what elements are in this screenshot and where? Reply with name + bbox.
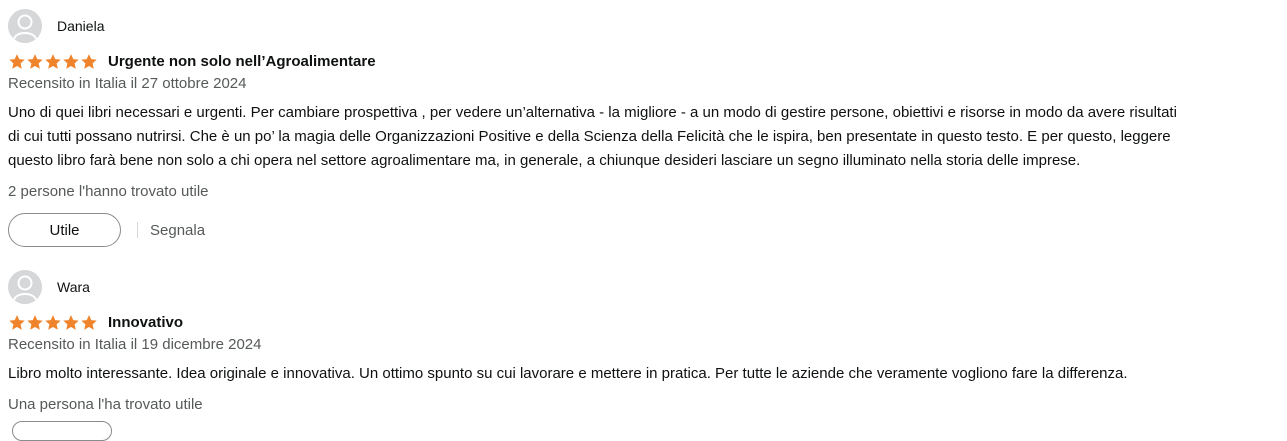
review-title[interactable]: Urgente non solo nell’Agroalimentare (108, 52, 376, 70)
report-link[interactable]: Segnala (150, 221, 206, 239)
review-body-line: Uno di quei libri necessari e urgenti. Per cambiare prospettiva , per vedere un’alternativa - la migliore - a un modo di gestire persone, obiettivi e risorse in modo da avere risultati (8, 104, 1177, 121)
reviewer-profile[interactable] (8, 9, 1283, 43)
avatar (8, 9, 42, 43)
star-icon (26, 53, 44, 70)
user-icon (8, 9, 42, 43)
review-body-line: Libro molto interessante. Idea originale e innovativa. Un ottimo spunto su cui lavorare e mettere in pratica. Per tutte le aziende che veramente vogliono fare la differenza. (8, 365, 1128, 382)
review-body (8, 101, 1283, 173)
review-body-line: di cui tutti possano nutrirsi. Che è un po’ la magia delle Organizzazioni Positive e della Scienza della Felicità che le ispira, ben presentate in questo testo. E per questo, leggere (8, 128, 1171, 145)
star-rating[interactable] (8, 53, 98, 70)
star-icon (26, 314, 44, 331)
star-icon (44, 314, 62, 331)
star-icon (44, 53, 62, 70)
reviewer-name[interactable]: Wara (57, 279, 90, 295)
review-date: Recensito in Italia il 27 ottobre 2024 (8, 75, 247, 92)
review-card (8, 9, 1283, 247)
review-card (8, 270, 1283, 415)
divider (137, 222, 138, 238)
helpful-count: 2 persone l'hanno trovato utile (8, 183, 209, 200)
star-icon (62, 314, 80, 331)
reviewer-profile[interactable] (8, 270, 1283, 304)
reviewer-name[interactable]: Daniela (57, 18, 105, 34)
star-icon (8, 53, 26, 70)
star-rating[interactable] (8, 314, 98, 331)
star-icon (62, 53, 80, 70)
star-icon (80, 314, 98, 331)
helpful-button[interactable] (12, 421, 112, 441)
avatar (8, 270, 42, 304)
helpful-count: Una persona l'ha trovato utile (8, 396, 203, 413)
review-date: Recensito in Italia il 19 dicembre 2024 (8, 336, 262, 353)
star-icon (80, 53, 98, 70)
review-body (8, 362, 1283, 386)
user-icon (8, 270, 42, 304)
helpful-button[interactable]: Utile (8, 213, 121, 247)
review-body-line: questo libro farà bene non solo a chi opera nel settore agroalimentare ma, in generale, a chiunque desideri lasciare un segno illuminato nella storia delle imprese. (8, 152, 1081, 169)
star-icon (8, 314, 26, 331)
review-title[interactable]: Innovativo (108, 313, 184, 331)
